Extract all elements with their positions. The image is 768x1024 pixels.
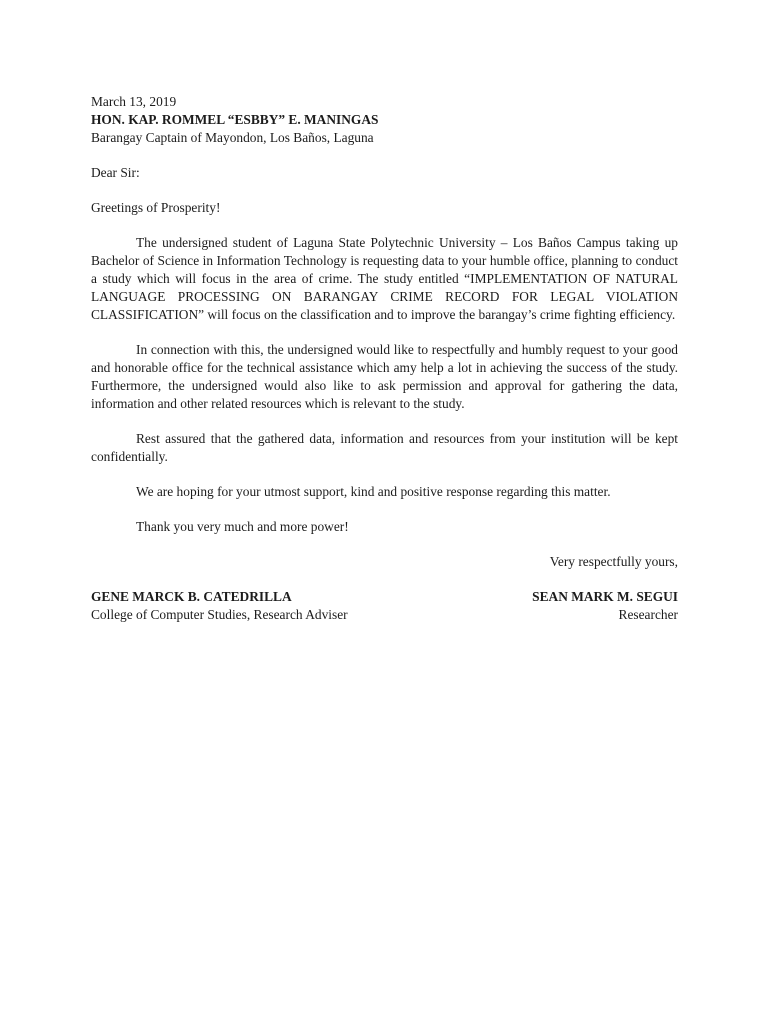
paragraph-request: The undersigned student of Laguna State Polytechnic University – Los Baños Campus taking up Bachelor of Science in Information Technology is requesting data to your humble office, planning to conduct a study which will focus in the area of crime. The study entitled “IMPLEMENTATION OF NATURAL LANGUAGE PROCESSING ON BARANGAY CRIME RECORD FOR LEGAL VIOLATION CLASSIFICATION” will focus on the classification and to improve the barangay’s crime fighting efficiency. [91,235,678,322]
recipient-title: Barangay Captain of Mayondon, Los Baños, Laguna [91,130,374,145]
salutation: Dear Sir: [91,165,140,180]
letter-body [91,93,678,624]
researcher-name: SEAN MARK M. SEGUI [532,589,678,604]
closing-line: Very respectfully yours, [549,554,678,569]
signatory-researcher [532,588,678,624]
researcher-role: Researcher [618,607,678,622]
paragraph-assistance: In connection with this, the undersigned would like to respectfully and humbly request to your good and honorable office for the technical assistance which amy help a lot in achieving the success of the study. Furthermore, the undersigned would also like to ask permission and approval for gathering the data, information and other related resources which is relevant to the study. [91,342,678,411]
signature-row [91,588,678,624]
letter-date: March 13, 2019 [91,94,177,109]
greeting: Greetings of Prosperity! [91,200,221,215]
adviser-name: GENE MARCK B. CATEDRILLA [91,589,292,604]
paragraph-support: We are hoping for your utmost support, kind and positive response regarding this matter. [136,484,611,499]
recipient-name: HON. KAP. ROMMEL “ESBBY” E. MANINGAS [91,112,379,127]
adviser-role: College of Computer Studies, Research Adviser [91,607,348,622]
paragraph-confidentiality: Rest assured that the gathered data, information and resources from your institution will be kept confidentially. [91,431,678,464]
paragraph-thanks: Thank you very much and more power! [136,519,349,534]
signatory-adviser [91,588,348,624]
